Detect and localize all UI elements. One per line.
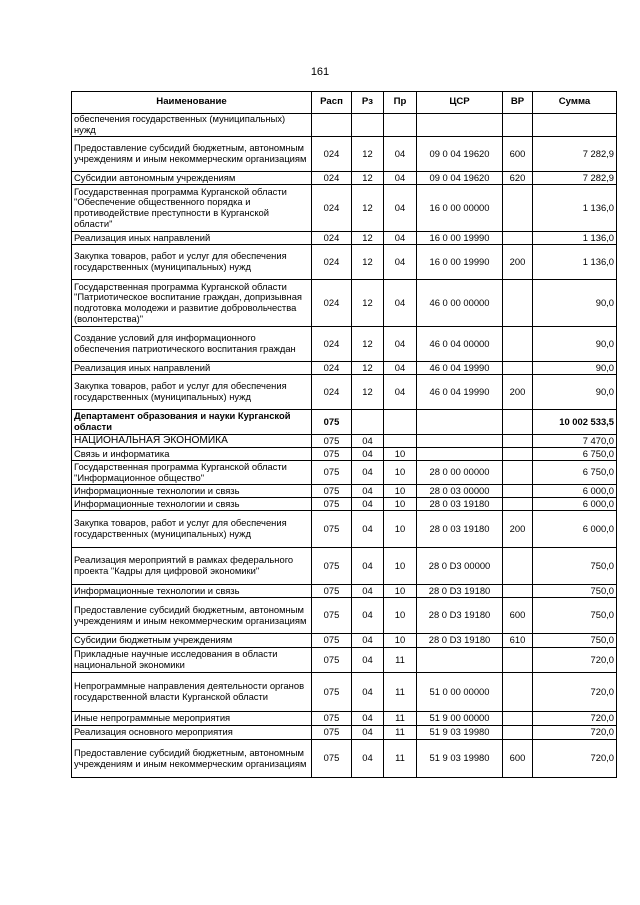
row-csr: 28 0 D3 19180 [417, 598, 503, 634]
header-pr: Пр [384, 92, 417, 114]
row-rz: 04 [352, 585, 384, 598]
row-rz: 04 [352, 740, 384, 778]
row-rasp: 024 [312, 280, 352, 327]
row-sum: 1 136,0 [533, 232, 617, 245]
row-vr [503, 185, 533, 232]
header-sum: Сумма [533, 92, 617, 114]
row-name: Информационные технологии и связь [72, 498, 312, 511]
row-csr [417, 410, 503, 435]
row-rz: 04 [352, 498, 384, 511]
row-rz: 04 [352, 548, 384, 585]
row-pr: 11 [384, 648, 417, 673]
row-sum: 90,0 [533, 327, 617, 362]
table-row [72, 585, 617, 598]
row-sum: 720,0 [533, 712, 617, 726]
row-rz: 04 [352, 634, 384, 648]
row-name: Субсидии автономным учреждениям [72, 172, 312, 185]
row-rz [352, 114, 384, 137]
row-name: Субсидии бюджетным учреждениям [72, 634, 312, 648]
row-name: Иные непрограммные мероприятия [72, 712, 312, 726]
row-rasp: 024 [312, 375, 352, 410]
table-row [72, 435, 617, 448]
row-pr: 11 [384, 740, 417, 778]
row-vr [503, 448, 533, 461]
row-sum: 1 136,0 [533, 245, 617, 280]
row-vr [503, 673, 533, 712]
table-row [72, 712, 617, 726]
row-rasp: 024 [312, 327, 352, 362]
row-rasp: 024 [312, 362, 352, 375]
header-vr: ВР [503, 92, 533, 114]
row-csr: 28 0 03 19180 [417, 498, 503, 511]
row-pr: 10 [384, 634, 417, 648]
row-sum: 720,0 [533, 648, 617, 673]
row-pr [384, 435, 417, 448]
row-name: Закупка товаров, работ и услуг для обеспечения государственных (муниципальных) нужд [72, 245, 312, 280]
row-sum: 6 750,0 [533, 448, 617, 461]
row-name: Связь и информатика [72, 448, 312, 461]
row-rz: 04 [352, 673, 384, 712]
row-name: Реализация мероприятий в рамках федерального проекта "Кадры для цифровой экономики" [72, 548, 312, 585]
row-rz: 04 [352, 648, 384, 673]
row-rz: 12 [352, 327, 384, 362]
budget-table [71, 91, 617, 778]
row-rz: 04 [352, 461, 384, 485]
row-sum: 10 002 533,5 [533, 410, 617, 435]
row-rz: 12 [352, 137, 384, 172]
table-row [72, 648, 617, 673]
row-pr [384, 410, 417, 435]
row-sum: 90,0 [533, 375, 617, 410]
row-pr: 04 [384, 327, 417, 362]
row-csr: 28 0 03 00000 [417, 485, 503, 498]
row-name: Реализация иных направлений [72, 362, 312, 375]
row-csr [417, 448, 503, 461]
row-name: обеспечения государственных (муниципальных) нужд [72, 114, 312, 137]
row-rasp [312, 114, 352, 137]
row-sum: 720,0 [533, 673, 617, 712]
row-name: Реализация иных направлений [72, 232, 312, 245]
row-rz: 04 [352, 726, 384, 740]
row-name: Предоставление субсидий бюджетным, автономным учреждениям и иным некоммерческим организациям [72, 740, 312, 778]
row-rasp: 075 [312, 712, 352, 726]
row-rz [352, 410, 384, 435]
row-csr: 09 0 04 19620 [417, 137, 503, 172]
row-sum: 1 136,0 [533, 185, 617, 232]
table-row [72, 114, 617, 137]
row-vr [503, 548, 533, 585]
row-rasp: 075 [312, 598, 352, 634]
row-rz: 12 [352, 185, 384, 232]
row-vr [503, 327, 533, 362]
row-sum: 720,0 [533, 726, 617, 740]
row-sum: 90,0 [533, 362, 617, 375]
row-csr: 28 0 D3 19180 [417, 585, 503, 598]
row-name: Департамент образования и науки Курганской области [72, 410, 312, 435]
header-name: Наименование [72, 92, 312, 114]
row-sum: 7 282,9 [533, 137, 617, 172]
row-csr: 16 0 00 00000 [417, 185, 503, 232]
table-row [72, 245, 617, 280]
table-row [72, 548, 617, 585]
table-row [72, 327, 617, 362]
row-rasp: 024 [312, 245, 352, 280]
table-row [72, 740, 617, 778]
header-rasp: Расп [312, 92, 352, 114]
row-rasp: 075 [312, 740, 352, 778]
table-row [72, 362, 617, 375]
row-csr: 16 0 00 19990 [417, 232, 503, 245]
row-rz: 12 [352, 172, 384, 185]
row-sum: 6 750,0 [533, 461, 617, 485]
row-rz: 12 [352, 232, 384, 245]
row-csr: 28 0 03 19180 [417, 511, 503, 548]
row-vr: 610 [503, 634, 533, 648]
table-row [72, 485, 617, 498]
row-name: Прикладные научные исследования в области национальной экономики [72, 648, 312, 673]
row-rasp: 075 [312, 410, 352, 435]
row-csr: 28 0 D3 00000 [417, 548, 503, 585]
row-csr: 09 0 04 19620 [417, 172, 503, 185]
row-name: Предоставление субсидий бюджетным, автономным учреждениям и иным некоммерческим организациям [72, 137, 312, 172]
row-csr: 46 0 04 00000 [417, 327, 503, 362]
row-name: Информационные технологии и связь [72, 585, 312, 598]
row-name: Государственная программа Курганской области "Обеспечение общественного порядка и противодействие преступности в Курганской области" [72, 185, 312, 232]
table-row [72, 598, 617, 634]
row-name: Информационные технологии и связь [72, 485, 312, 498]
row-pr: 04 [384, 232, 417, 245]
row-csr: 28 0 00 00000 [417, 461, 503, 485]
row-rasp: 075 [312, 585, 352, 598]
row-rasp: 024 [312, 185, 352, 232]
row-pr: 10 [384, 511, 417, 548]
row-pr: 10 [384, 498, 417, 511]
row-rz: 12 [352, 362, 384, 375]
row-csr [417, 648, 503, 673]
table-row [72, 172, 617, 185]
row-sum: 750,0 [533, 585, 617, 598]
row-pr: 04 [384, 375, 417, 410]
row-vr [503, 461, 533, 485]
row-rasp: 075 [312, 548, 352, 585]
table-row [72, 137, 617, 172]
row-rasp: 075 [312, 498, 352, 511]
row-vr: 600 [503, 137, 533, 172]
row-sum: 6 000,0 [533, 511, 617, 548]
row-rasp: 075 [312, 648, 352, 673]
row-vr: 620 [503, 172, 533, 185]
row-pr: 04 [384, 362, 417, 375]
row-sum: 6 000,0 [533, 498, 617, 511]
row-pr: 04 [384, 245, 417, 280]
row-rz: 04 [352, 485, 384, 498]
table-row [72, 232, 617, 245]
row-sum: 750,0 [533, 548, 617, 585]
row-rasp: 075 [312, 461, 352, 485]
row-pr [384, 114, 417, 137]
row-pr: 04 [384, 172, 417, 185]
table-row [72, 410, 617, 435]
page-number: 161 [310, 66, 330, 78]
row-vr [503, 585, 533, 598]
table-row [72, 375, 617, 410]
row-name: НАЦИОНАЛЬНАЯ ЭКОНОМИКА [72, 435, 312, 448]
row-sum: 750,0 [533, 598, 617, 634]
row-name: Государственная программа Курганской области "Патриотическое воспитание граждан, допризывная подготовка молодежи и развитие добровольчества (волонтерства)" [72, 280, 312, 327]
table-row [72, 726, 617, 740]
row-pr: 10 [384, 461, 417, 485]
row-pr: 04 [384, 280, 417, 327]
row-rz: 04 [352, 598, 384, 634]
row-rasp: 075 [312, 485, 352, 498]
row-pr: 11 [384, 712, 417, 726]
row-csr: 51 9 00 00000 [417, 712, 503, 726]
table-row [72, 280, 617, 327]
table-row [72, 461, 617, 485]
row-csr: 51 0 00 00000 [417, 673, 503, 712]
row-name: Создание условий для информационного обеспечения патриотического воспитания граждан [72, 327, 312, 362]
row-rasp: 075 [312, 634, 352, 648]
row-rasp: 075 [312, 726, 352, 740]
row-csr: 16 0 00 19990 [417, 245, 503, 280]
row-pr: 10 [384, 448, 417, 461]
row-csr: 46 0 04 19990 [417, 375, 503, 410]
row-sum: 7 470,0 [533, 435, 617, 448]
row-pr: 11 [384, 726, 417, 740]
row-vr [503, 712, 533, 726]
header-csr: ЦСР [417, 92, 503, 114]
row-rasp: 024 [312, 172, 352, 185]
row-csr: 46 0 00 00000 [417, 280, 503, 327]
table-row [72, 498, 617, 511]
row-vr: 200 [503, 245, 533, 280]
row-name: Реализация основного мероприятия [72, 726, 312, 740]
row-rz: 12 [352, 245, 384, 280]
row-rz: 04 [352, 712, 384, 726]
header-rz: Рз [352, 92, 384, 114]
row-csr [417, 114, 503, 137]
row-csr: 28 0 D3 19180 [417, 634, 503, 648]
row-vr [503, 485, 533, 498]
table-body [72, 114, 617, 778]
row-pr: 04 [384, 137, 417, 172]
row-vr [503, 726, 533, 740]
row-rz: 04 [352, 448, 384, 461]
row-rz: 04 [352, 435, 384, 448]
row-vr: 600 [503, 598, 533, 634]
row-vr [503, 114, 533, 137]
row-vr [503, 648, 533, 673]
row-csr: 46 0 04 19990 [417, 362, 503, 375]
row-rasp: 075 [312, 511, 352, 548]
row-pr: 10 [384, 585, 417, 598]
row-sum: 90,0 [533, 280, 617, 327]
row-vr [503, 498, 533, 511]
row-vr: 200 [503, 375, 533, 410]
row-vr [503, 280, 533, 327]
table-row [72, 511, 617, 548]
row-name: Закупка товаров, работ и услуг для обеспечения государственных (муниципальных) нужд [72, 375, 312, 410]
row-sum: 7 282,9 [533, 172, 617, 185]
row-pr: 10 [384, 485, 417, 498]
row-rasp: 075 [312, 435, 352, 448]
row-vr [503, 232, 533, 245]
row-sum: 6 000,0 [533, 485, 617, 498]
row-vr [503, 435, 533, 448]
row-pr: 04 [384, 185, 417, 232]
row-rz: 12 [352, 280, 384, 327]
row-pr: 10 [384, 598, 417, 634]
row-rasp: 075 [312, 673, 352, 712]
row-name: Предоставление субсидий бюджетным, автономным учреждениям и иным некоммерческим организациям [72, 598, 312, 634]
row-rasp: 024 [312, 232, 352, 245]
row-csr: 51 9 03 19980 [417, 726, 503, 740]
table-row [72, 185, 617, 232]
row-csr [417, 435, 503, 448]
row-vr: 200 [503, 511, 533, 548]
row-sum [533, 114, 617, 137]
row-sum: 750,0 [533, 634, 617, 648]
row-name: Непрограммные направления деятельности органов государственной власти Курганской области [72, 673, 312, 712]
table-row [72, 448, 617, 461]
table-row [72, 673, 617, 712]
row-vr [503, 410, 533, 435]
row-name: Государственная программа Курганской области "Информационное общество" [72, 461, 312, 485]
row-rz: 04 [352, 511, 384, 548]
row-rasp: 024 [312, 137, 352, 172]
row-name: Закупка товаров, работ и услуг для обеспечения государственных (муниципальных) нужд [72, 511, 312, 548]
table-header-row [72, 92, 617, 114]
row-vr [503, 362, 533, 375]
row-vr: 600 [503, 740, 533, 778]
row-rasp: 075 [312, 448, 352, 461]
row-sum: 720,0 [533, 740, 617, 778]
row-pr: 11 [384, 673, 417, 712]
table-row [72, 634, 617, 648]
row-rz: 12 [352, 375, 384, 410]
row-csr: 51 9 03 19980 [417, 740, 503, 778]
row-pr: 10 [384, 548, 417, 585]
